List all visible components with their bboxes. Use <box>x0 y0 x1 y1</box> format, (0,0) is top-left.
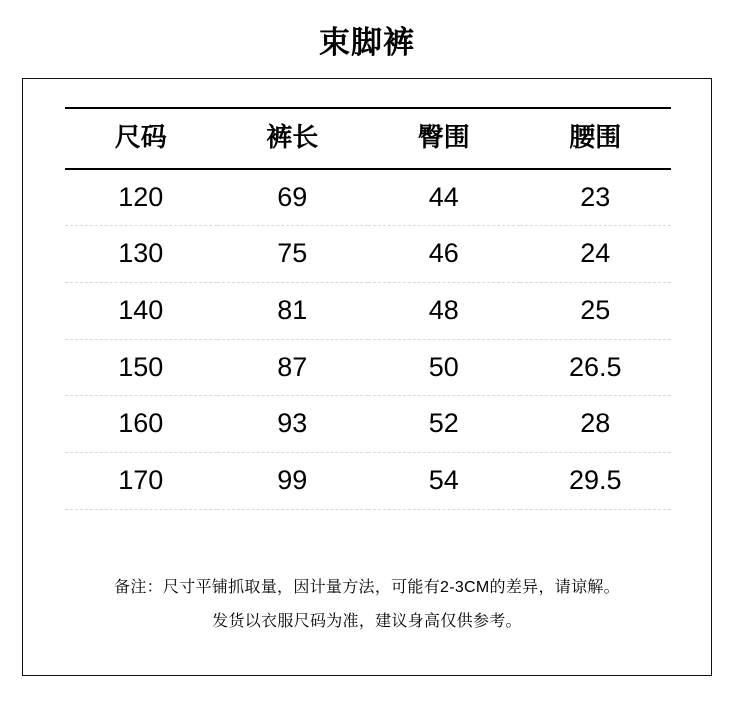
size-chart-card <box>22 78 712 676</box>
table-row <box>65 339 671 396</box>
table-row <box>65 396 671 453</box>
cell-waist: 25 <box>520 282 672 339</box>
table-row <box>65 282 671 339</box>
note-size-reference: 发货以衣服尺码为准，建议身高仅供参考。 <box>212 612 522 630</box>
table-header-row <box>65 108 671 169</box>
cell-pant-length: 87 <box>217 339 369 396</box>
table-body <box>65 169 671 510</box>
cell-hip: 50 <box>368 339 520 396</box>
cell-pant-length: 99 <box>217 453 369 510</box>
page-title: 束脚裤 <box>319 25 415 60</box>
cell-pant-length: 81 <box>217 282 369 339</box>
cell-hip: 54 <box>368 453 520 510</box>
cell-size: 130 <box>65 226 217 283</box>
size-table <box>65 107 671 510</box>
table-header <box>65 108 671 169</box>
note-measurement-tolerance: 备注：尺寸平铺抓取量，因计量方法，可能有2-3CM的差异，请谅解。 <box>114 579 620 596</box>
cell-size: 140 <box>65 282 217 339</box>
cell-hip: 44 <box>368 169 520 226</box>
cell-hip: 48 <box>368 282 520 339</box>
column-header-waist: 腰围 <box>520 108 672 169</box>
cell-size: 160 <box>65 396 217 453</box>
cell-waist: 23 <box>520 169 672 226</box>
cell-waist: 26.5 <box>520 339 672 396</box>
cell-hip: 52 <box>368 396 520 453</box>
cell-size: 170 <box>65 453 217 510</box>
notes-section <box>23 571 711 638</box>
column-header-hip: 臀围 <box>368 108 520 169</box>
cell-hip: 46 <box>368 226 520 283</box>
cell-pant-length: 69 <box>217 169 369 226</box>
cell-pant-length: 75 <box>217 226 369 283</box>
table-row <box>65 226 671 283</box>
column-header-size: 尺码 <box>65 108 217 169</box>
cell-pant-length: 93 <box>217 396 369 453</box>
table-row <box>65 453 671 510</box>
cell-size: 120 <box>65 169 217 226</box>
cell-size: 150 <box>65 339 217 396</box>
column-header-pant-length: 裤长 <box>217 108 369 169</box>
cell-waist: 24 <box>520 226 672 283</box>
cell-waist: 28 <box>520 396 672 453</box>
cell-waist: 29.5 <box>520 453 672 510</box>
size-table-container <box>65 107 671 510</box>
table-row <box>65 169 671 226</box>
